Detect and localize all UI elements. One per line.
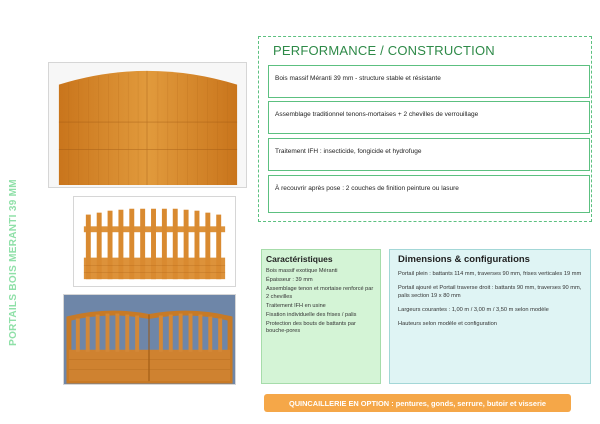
gate-photo-arched [63, 294, 236, 385]
dimensions-box [389, 249, 591, 384]
dimensions-paragraph: Portail plein : battants 114 mm, traverses 90 mm, frises verticales 19 mm [398, 271, 582, 277]
caracteristiques-box [261, 249, 381, 384]
side-title: PORTAILS BOIS MERANTI 39 MM [7, 179, 19, 346]
performance-item: Traitement IFH : insecticide, fongicide et hydrofuge [268, 138, 590, 171]
gate-photo-openwork [73, 196, 236, 287]
list-item: Traitement IFH en usine [266, 302, 326, 309]
performance-item: Assemblage traditionnel tenons-mortaises + 2 chevilles de verrouillage [268, 101, 590, 134]
dimensions-paragraph: Portail ajouré et Portail traverse droit : battants 90 mm, traverses 90 mm, palis section 19 x 80 mm [398, 284, 582, 299]
caracteristiques-title: Caractéristiques [266, 254, 333, 264]
list-item: Assemblage tenon et mortaise renforcé par 2 chevilles [266, 286, 374, 300]
hardware-option-banner[interactable]: QUINCAILLERIE EN OPTION : pentures, gonds, serrure, butoir et visserie [264, 394, 571, 412]
dimensions-title: Dimensions & configurations [398, 254, 530, 265]
list-item: Bois massif exotique Méranti [266, 268, 338, 274]
performance-title: PERFORMANCE / CONSTRUCTION [273, 43, 495, 58]
list-item: Fixation individuelle des frises / palis [266, 311, 357, 318]
list-item: Protection des bouts de battants par bouche-pores [266, 320, 356, 335]
caracteristiques-list [266, 268, 376, 336]
gate-photo-solid [48, 62, 247, 188]
dimensions-paragraph: Largeurs courantes : 1,00 m / 3,00 m / 3,50 m selon modèle [398, 306, 549, 313]
performance-item: Bois massif Méranti 39 mm - structure stable et résistante [268, 65, 590, 98]
side-title-wrapper [2, 180, 24, 345]
performance-item: À recouvrir après pose : 2 couches de finition peinture ou lasure [268, 175, 590, 213]
dimensions-paragraph: Hauteurs selon modèle et configuration [398, 320, 497, 327]
list-item: Épaisseur : 39 mm [266, 277, 313, 284]
